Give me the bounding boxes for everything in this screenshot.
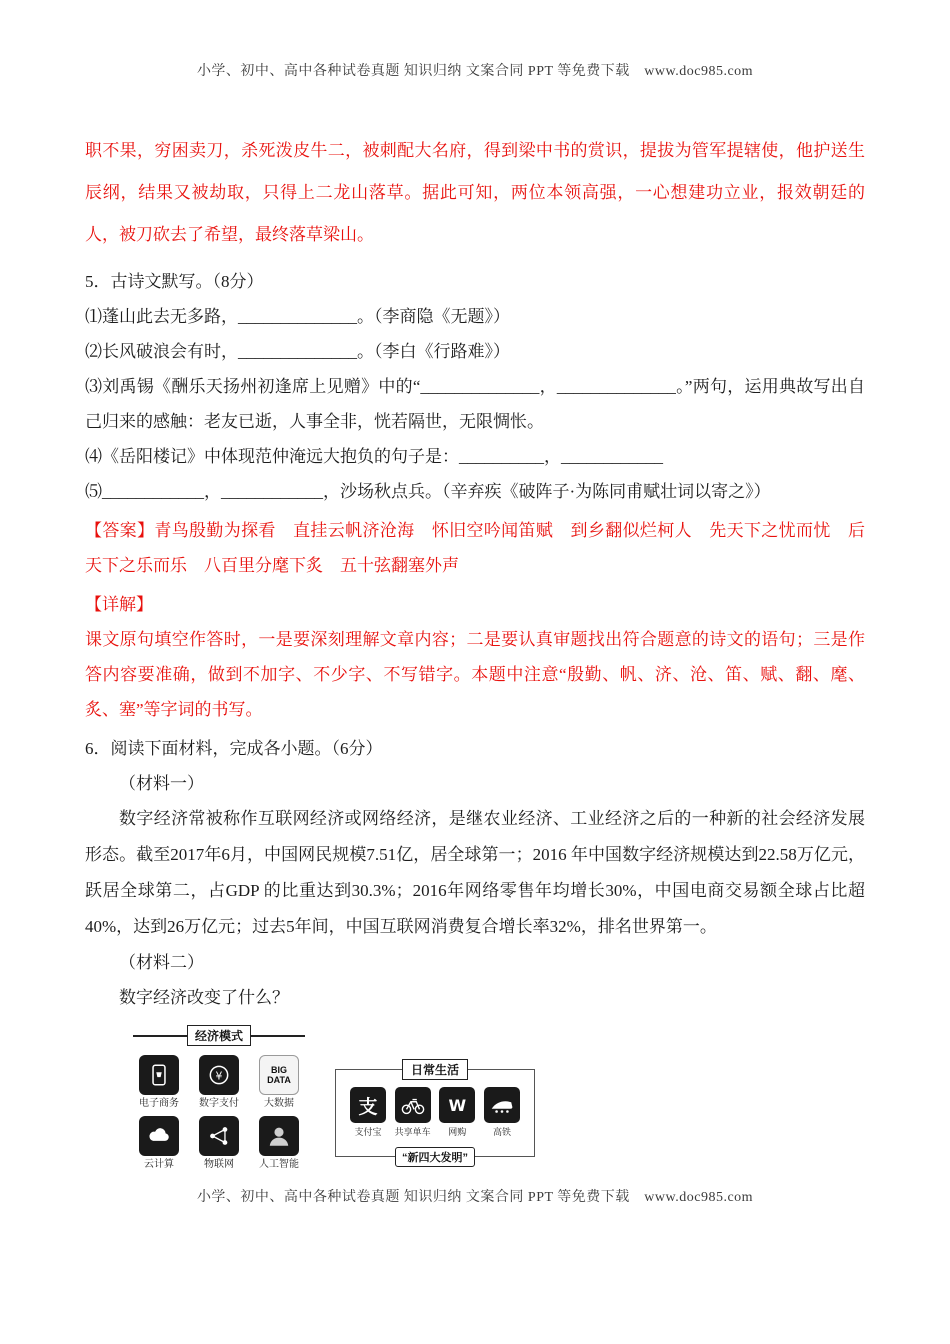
question-6-title: 6．阅读下面材料，完成各小题。（6分） [85, 739, 383, 758]
digital-payment-icon [199, 1055, 239, 1095]
daily-life-title: 日常生活 [402, 1059, 468, 1080]
q5-item-2: ⑵长风破浪会有时，______________。（李白《行路难》） [85, 342, 510, 361]
big-data-icon-text: BIG DATA [267, 1065, 291, 1085]
figure-item-label: 数字支付 [199, 1098, 239, 1109]
economy-models-title: 经济模式 [187, 1025, 251, 1046]
economy-models-group [133, 1025, 305, 1171]
high-speed-rail-icon [484, 1087, 520, 1123]
figure-item-label: 共享单车 [394, 1127, 431, 1137]
figure-item-label: 大数据 [264, 1098, 294, 1109]
page-header [0, 60, 950, 80]
figure-item-alipay [346, 1087, 390, 1138]
material-1-text: 数字经济常被称作互联网经济或网络经济，是继农业经济、工业经济之后的一种新的社会经济发展形态。截至2017年6月，中国网民规模7.51亿，居全球第一；2016 年中国数字经济规模达到22.58万亿元，跃居全球第二，占GDP 的比重达到30.3%；2016年网络零售年均增长30%，中国电商交易额全球占比超40%，达到26万亿元；过去5年间，中国互联网消费复合增长率32%，排名世界第一。 [85, 809, 865, 936]
figure-item-iot [193, 1116, 245, 1171]
red-carryover-paragraph: 职不果，穷困卖刀，杀死泼皮牛二，被刺配大名府，得到梁中书的赏识，提拔为管军提辖使，他护送生辰纲，结果又被劫取，只得上二龙山落草。据此可知，两位本领高强，一心想建功立业，报效朝廷的人，被刀砍去了希望，最终落草梁山。 [85, 141, 865, 244]
q5-item-4: ⑷《岳阳楼记》中体现范仲淹远大抱负的句子是：__________，____________ [85, 447, 663, 466]
question-5-title: 5．古诗文默写。（8分） [85, 272, 264, 291]
figure-item-label: 网购 [448, 1127, 467, 1137]
material-1-label: （材料一） [119, 774, 204, 793]
document-content [85, 130, 865, 1210]
q5-item-1: ⑴蓬山此去无多路，______________。（李商隐《无题》） [85, 307, 510, 326]
online-shopping-icon-glyph: W [448, 1095, 467, 1115]
economy-icons-grid [133, 1055, 305, 1171]
ai-icon [259, 1116, 299, 1156]
ecommerce-icon [139, 1055, 179, 1095]
digital-economy-figure [133, 1025, 865, 1210]
online-shopping-icon [439, 1087, 475, 1123]
material-2-question: 数字经济改变了什么？ [119, 988, 289, 1007]
page-footer [0, 1186, 950, 1206]
figure-item-shared-bike [391, 1087, 435, 1138]
figure-item-label: 物联网 [204, 1159, 234, 1170]
figure-item-online-shopping [435, 1087, 479, 1138]
figure-item-ai [253, 1116, 305, 1171]
divider [133, 1035, 187, 1037]
economy-models-header [133, 1025, 305, 1046]
figure-item-digital-payment [193, 1055, 245, 1110]
iot-icon [199, 1116, 239, 1156]
header-text: 小学、初中、高中各种试卷真题 知识归纳 文案合同 PPT 等免费下载 www.doc985.com [196, 64, 754, 79]
figure-item-big-data [253, 1055, 305, 1110]
q5-item-5: ⑸____________，____________，沙场秋点兵。（辛弃疾《破阵子·为陈同甫赋壮词以寄之》） [85, 482, 771, 501]
q5-item-3: ⑶刘禹锡《酬乐天扬州初逢席上见赠》中的“______________，______________。”两句，运用典故写出自己归来的感触：老友已逝，人事全非，恍若隔世，无限惆怅。 [85, 377, 865, 431]
figure-item-label: 人工智能 [259, 1159, 299, 1170]
figure-item-label: 电子商务 [139, 1098, 179, 1109]
figure-item-label: 高铁 [492, 1127, 511, 1137]
figure-item-cloud-computing [133, 1116, 185, 1171]
footer-text: 小学、初中、高中各种试卷真题 知识归纳 文案合同 PPT 等免费下载 www.doc985.com [196, 1190, 754, 1205]
material-2-label: （材料二） [119, 953, 204, 972]
big-data-icon [259, 1055, 299, 1095]
cloud-computing-icon [139, 1116, 179, 1156]
daily-life-icons-row [346, 1087, 524, 1138]
alipay-icon [350, 1087, 386, 1123]
figure-item-label: 支付宝 [354, 1127, 382, 1137]
q5-detail-text: 课文原句填空作答时，一是要深刻理解文章内容；二是要认真审题找出符合题意的诗文的语句；三是作答内容要准确，做到不加字、不少字、不写错字。本题中注意“殷勤、帆、济、沧、笛、赋、翻、麾、炙、塞”等字词的书写。 [85, 630, 865, 719]
shared-bike-icon [395, 1087, 431, 1123]
daily-life-group [335, 1063, 535, 1164]
q5-detail-label: 【详解】 [85, 595, 153, 614]
alipay-icon-glyph: 支 [358, 1095, 378, 1118]
divider [251, 1035, 305, 1037]
figure-item-ecommerce [133, 1055, 185, 1110]
svg-text:¥: ¥ [215, 1069, 223, 1083]
figure-item-label: 云计算 [144, 1159, 174, 1170]
four-new-inventions-caption: “新四大发明” [395, 1147, 475, 1167]
q5-answer: 【答案】青鸟殷勤为探看 直挂云帆济沧海 怀旧空吟闻笛赋 到乡翻似烂柯人 先天下之忧而忧 后天下之乐而乐 八百里分麾下炙 五十弦翻塞外声 [85, 521, 865, 575]
figure-item-high-speed-rail [480, 1087, 524, 1138]
